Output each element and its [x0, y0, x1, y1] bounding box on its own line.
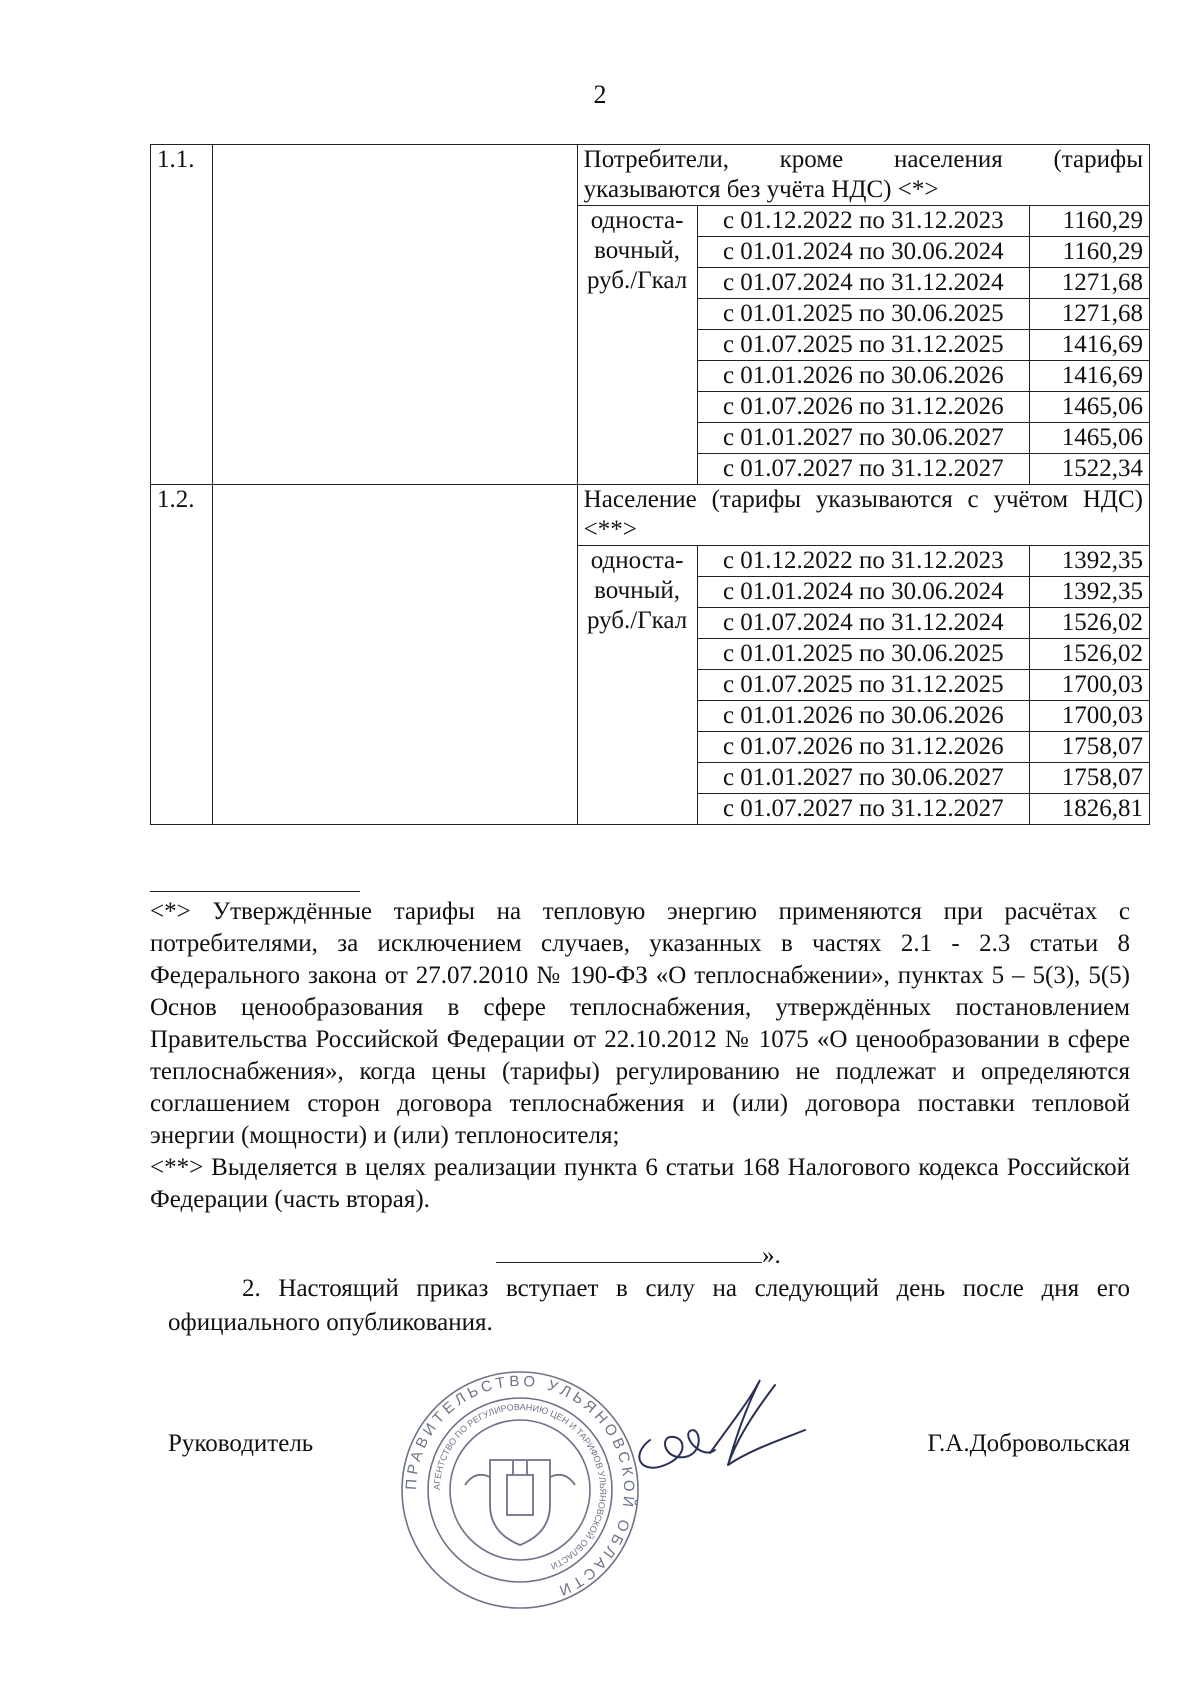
organization-cell [212, 485, 577, 825]
coat-of-arms-icon [465, 1460, 575, 1545]
tariff-value: 1271,68 [1030, 299, 1150, 330]
tariff-period: с 01.07.2027 по 31.12.2027 [697, 454, 1030, 485]
tariff-period: с 01.07.2026 по 31.12.2026 [697, 392, 1030, 423]
tariff-value: 1526,02 [1030, 608, 1150, 639]
tariff-period: с 01.07.2027 по 31.12.2027 [697, 794, 1030, 825]
signer-name: Г.А.Добровольская [927, 1430, 1130, 1457]
tariff-value: 1416,69 [1030, 361, 1150, 392]
footnotes [150, 896, 1130, 1216]
tariff-type [577, 546, 697, 825]
tariff-value: 1465,06 [1030, 392, 1150, 423]
tariff-period: с 01.12.2022 по 31.12.2023 [697, 546, 1030, 577]
tariff-value: 1160,29 [1030, 206, 1150, 237]
tariff-value: 1758,07 [1030, 732, 1150, 763]
tariff-type [577, 206, 697, 485]
tariff-period: с 01.01.2025 по 30.06.2025 [697, 299, 1030, 330]
seal-inner-text: АГЕНТСТВО ПО РЕГУЛИРОВАНИЮ ЦЕН И ТАРИФОВ УЛЬЯНОВСКОЙ ОБЛАСТИ [431, 1401, 609, 1572]
tariff-value: 1465,06 [1030, 423, 1150, 454]
tariff-value: 1700,03 [1030, 701, 1150, 732]
group-header-row [151, 145, 1150, 206]
tariff-value: 1700,03 [1030, 670, 1150, 701]
tariff-value: 1526,02 [1030, 639, 1150, 670]
tariff-period: с 01.01.2024 по 30.06.2024 [697, 237, 1030, 268]
tariff-value: 1416,69 [1030, 330, 1150, 361]
tariff-period: с 01.07.2024 по 31.12.2024 [697, 268, 1030, 299]
tariff-period: с 01.01.2027 по 30.06.2027 [697, 763, 1030, 794]
tariff-type-line: руб./Гкал [586, 607, 688, 634]
svg-text:АГЕНТСТВО ПО РЕГУЛИРОВАНИЮ ЦЕН [432, 1402, 608, 1572]
tariff-value: 1522,34 [1030, 454, 1150, 485]
footnote-divider [150, 891, 360, 892]
tariff-period: с 01.07.2025 по 31.12.2025 [697, 670, 1030, 701]
tariff-value: 1160,29 [1030, 237, 1150, 268]
tariff-period: с 01.01.2024 по 30.06.2024 [697, 577, 1030, 608]
tariff-type-line: вочный, [594, 237, 681, 264]
group-number: 1.1. [151, 145, 213, 485]
order-paragraph [168, 1272, 1130, 1340]
tariff-period: с 01.07.2026 по 31.12.2026 [697, 732, 1030, 763]
page-number: 2 [593, 80, 607, 109]
closing-quote: ». [762, 1242, 781, 1269]
organization-cell [212, 145, 577, 485]
footnote-2: <**> Выделяется в целях реализации пункта 6 статьи 168 Налогового кодекса Российской Федерации (часть вторая). [150, 1154, 1130, 1213]
group-number: 1.2. [151, 485, 213, 825]
tariff-table [150, 144, 1150, 825]
tariff-value: 1392,35 [1030, 577, 1150, 608]
tariff-value: 1758,07 [1030, 763, 1150, 794]
group-header-row [151, 485, 1150, 546]
tariff-period: с 01.01.2026 по 30.06.2026 [697, 701, 1030, 732]
closing-line [496, 1240, 781, 1270]
official-seal [395, 1365, 645, 1615]
handwritten-signature [610, 1365, 810, 1505]
tariff-type-line: вочный, [594, 577, 681, 604]
order-text: 2. Настоящий приказ вступает в силу на следующий день после дня его официального опубликования. [168, 1275, 1130, 1336]
blank-line [496, 1240, 762, 1263]
tariff-period: с 01.07.2024 по 31.12.2024 [697, 608, 1030, 639]
tariff-type-line: руб./Гкал [586, 267, 688, 294]
group-title: Потребители, кроме населения (тарифы указываются без учёта НДС) <*> [577, 145, 1149, 206]
tariff-period: с 01.01.2025 по 30.06.2025 [697, 639, 1030, 670]
tariff-period: с 01.01.2026 по 30.06.2026 [697, 361, 1030, 392]
tariff-type-line: односта- [590, 547, 684, 574]
footnote-1: <*> Утверждённые тарифы на тепловую энергию применяются при расчётах с потребителями, за исключением случаев, указанных в частях 2.1 - 2.3 статьи 8 Федерального закона от 27.07.2010 № 190-ФЗ «О теплоснабжении», пунктах 5 – 5(3), 5(5) Основ ценообразования в сфере теплоснабжения, утверждённых постановлением Правительства Российской Федерации от 22.10.2012 № 1075 «О ценообразовании в сфере теплоснабжения», когда цены (тарифы) регулированию не подлежат и определяются соглашением сторон договора теплоснабжения и (или) договора поставки тепловой энергии (мощности) и (или) теплоносителя; [150, 898, 1130, 1149]
tariff-value: 1392,35 [1030, 546, 1150, 577]
tariff-type-line: односта- [590, 207, 684, 234]
signer-title: Руководитель [168, 1430, 314, 1457]
tariff-value: 1271,68 [1030, 268, 1150, 299]
tariff-period: с 01.01.2027 по 30.06.2027 [697, 423, 1030, 454]
seal-outer-text: ПРАВИТЕЛЬСТВО УЛЬЯНОВСКОЙ ОБЛАСТИ [402, 1372, 638, 1601]
tariff-period: с 01.07.2025 по 31.12.2025 [697, 330, 1030, 361]
tariff-value: 1826,81 [1030, 794, 1150, 825]
tariff-period: с 01.12.2022 по 31.12.2023 [697, 206, 1030, 237]
group-title: Население (тарифы указываются с учётом НДС) <**> [577, 485, 1149, 546]
